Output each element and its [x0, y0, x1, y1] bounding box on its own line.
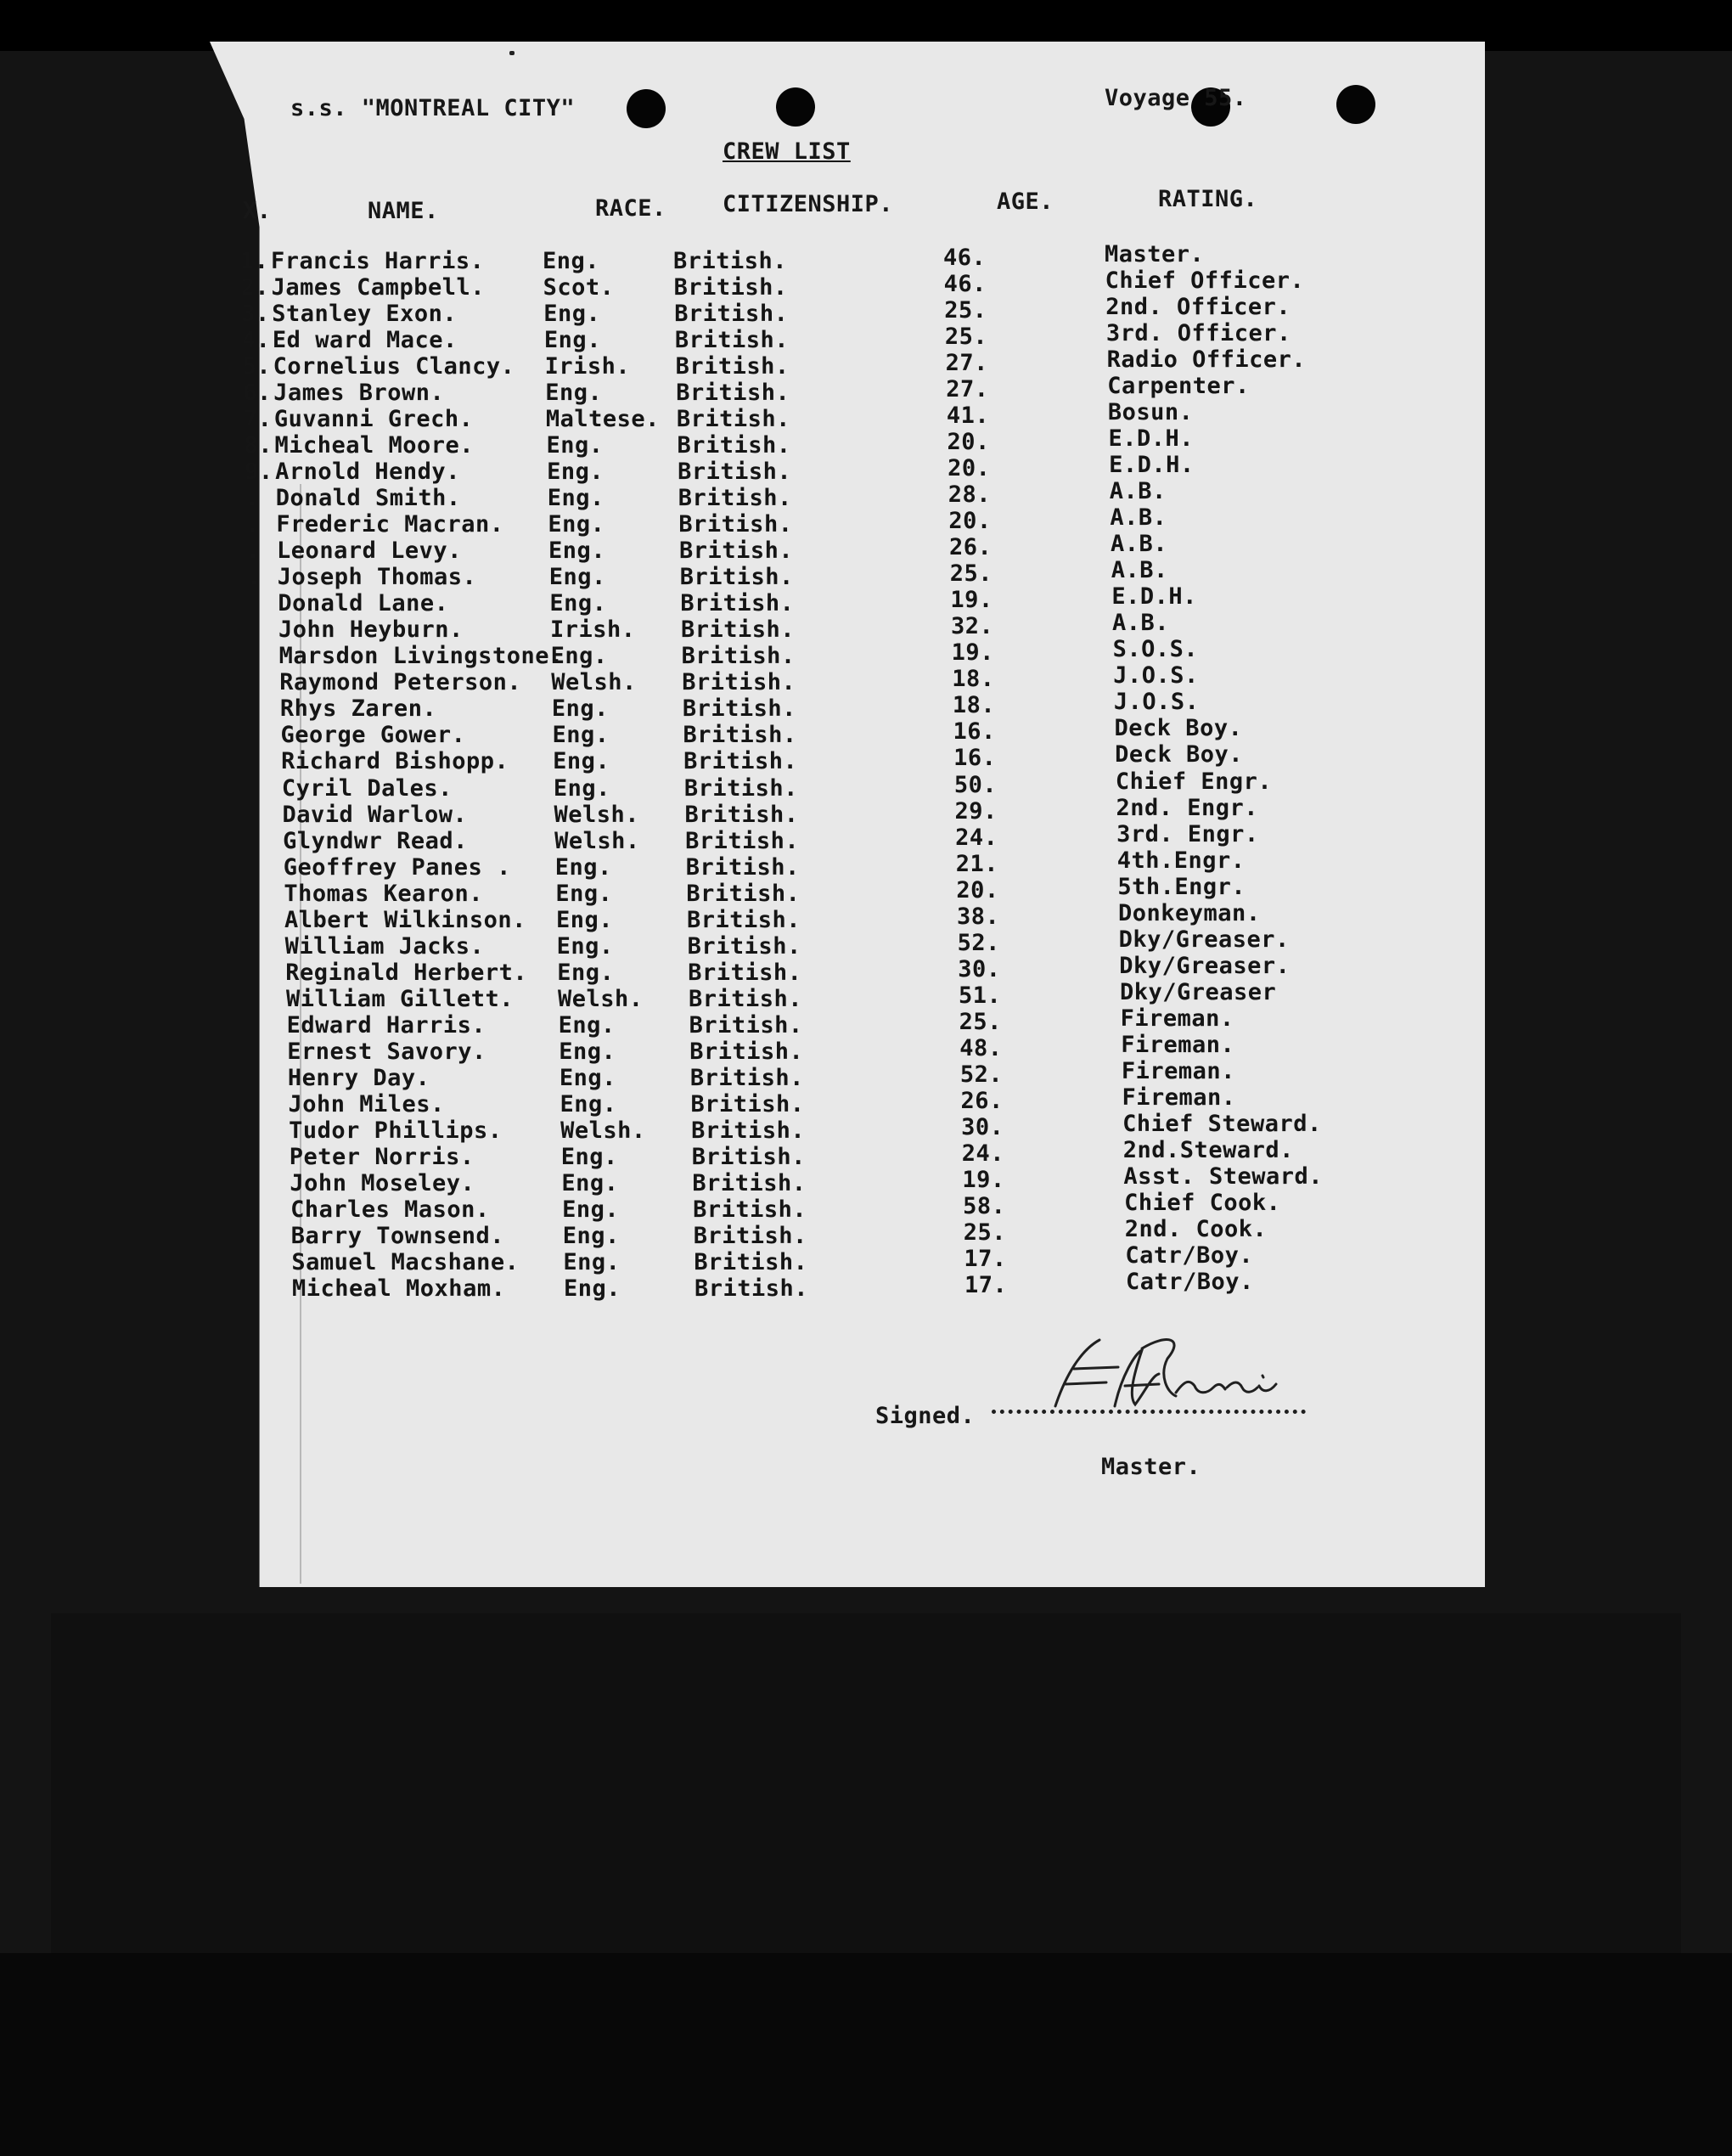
crew-name: George Gower.: [280, 722, 466, 749]
crew-citizenship: British.: [673, 248, 788, 274]
crew-race: Eng.: [564, 1275, 621, 1302]
crew-name: Peter Norris.: [289, 1143, 475, 1170]
crew-age: 41.: [946, 402, 990, 430]
crew-rating: 4th.Engr.: [1116, 847, 1246, 874]
crew-citizenship: British.: [685, 853, 800, 881]
crew-citizenship: British.: [680, 616, 796, 644]
crew-rating: Chief Engr.: [1115, 768, 1273, 795]
crew-name: Micheal Moxham.: [292, 1275, 506, 1302]
crew-citizenship: British.: [687, 932, 801, 960]
crew-name: Rhys Zaren.: [279, 695, 437, 723]
crew-name: Micheal Moore.: [274, 432, 475, 459]
crew-rating: Fireman.: [1121, 1057, 1235, 1084]
crew-rating: Dky/Greaser: [1119, 978, 1277, 1005]
crew-race: Eng.: [548, 511, 605, 538]
crew-name: William Gillett.: [285, 985, 515, 1012]
crew-citizenship: British.: [678, 511, 793, 538]
crew-citizenship: British.: [678, 459, 792, 486]
crew-name: John Heyburn.: [278, 616, 464, 644]
crew-citizenship: British.: [676, 406, 790, 433]
crew-name: Tudor Phillips.: [289, 1117, 503, 1144]
row-number: 9.: [245, 459, 273, 486]
crew-citizenship: British.: [683, 748, 798, 775]
crew-rating: 3rd. Officer.: [1105, 320, 1291, 347]
crew-rating: A.B.: [1110, 504, 1167, 532]
crew-citizenship: British.: [673, 274, 788, 301]
crew-citizenship: British.: [685, 827, 800, 854]
crew-rating: Donkeyman.: [1118, 899, 1261, 926]
crew-citizenship: British.: [680, 590, 795, 617]
crew-citizenship: British.: [682, 669, 796, 696]
crew-age: 51.: [958, 982, 1002, 1009]
crew-race: Eng.: [552, 722, 610, 749]
row-number: 7.: [243, 406, 273, 433]
crew-rating: Deck Boy.: [1114, 715, 1243, 742]
crew-rating: Chief Officer.: [1105, 267, 1305, 295]
crew-name: Arnold Hendy.: [275, 459, 460, 486]
crew-race: Welsh.: [551, 669, 637, 696]
crew-age: 27.: [946, 376, 989, 403]
crew-citizenship: British.: [691, 1117, 806, 1144]
crew-citizenship: British.: [693, 1196, 807, 1223]
crew-citizenship: British.: [687, 906, 801, 933]
crew-age: 18.: [952, 692, 996, 719]
crew-rating: Master.: [1105, 241, 1205, 267]
crew-rating: 5th.Engr.: [1117, 873, 1246, 900]
crew-race: Welsh.: [560, 1117, 646, 1144]
row-number: 6.: [243, 380, 272, 407]
crew-name: Donald Lane.: [278, 590, 449, 617]
crew-rating: Asst. Steward.: [1123, 1162, 1323, 1190]
crew-race: Eng.: [563, 1248, 621, 1275]
crew-rating: E.D.H.: [1108, 425, 1195, 453]
crew-rating: A.B.: [1111, 557, 1168, 584]
signed-label: Signed.: [875, 1403, 976, 1429]
crew-citizenship: British.: [691, 1143, 806, 1170]
crew-age: 29.: [954, 797, 998, 825]
crew-rating: Dky/Greaser.: [1119, 952, 1291, 979]
crew-name: Donald Smith.: [275, 485, 461, 512]
crew-race: Eng.: [547, 459, 605, 486]
document-title: CREW LIST: [723, 138, 851, 165]
crew-race: Eng.: [548, 564, 606, 591]
crew-age: 19.: [962, 1166, 1005, 1193]
crew-age: 25.: [944, 297, 987, 324]
crew-age: 16.: [953, 718, 996, 746]
crew-citizenship: British.: [681, 643, 796, 670]
crew-age: 50.: [953, 771, 998, 798]
crew-age: 58.: [963, 1192, 1006, 1219]
crew-name: Cornelius Clancy.: [273, 353, 515, 380]
crew-race: Eng.: [561, 1169, 619, 1196]
column-header-citizenship: CITIZENSHIP.: [723, 191, 894, 217]
row-number: 5.: [242, 353, 272, 380]
crew-age: 21.: [955, 850, 999, 877]
crew-rating: 2nd. Engr.: [1116, 794, 1259, 821]
punch-hole-4: [1336, 85, 1375, 124]
crew-rating: 3rd. Engr.: [1116, 820, 1259, 847]
crew-citizenship: British.: [689, 1038, 804, 1065]
crew-race: Welsh.: [557, 985, 644, 1012]
crew-race: Eng.: [559, 1038, 616, 1065]
row-number: .: [245, 511, 261, 538]
crew-name: James Campbell.: [271, 274, 485, 301]
crew-citizenship: British.: [690, 1090, 805, 1117]
column-header-rating: RATING.: [1158, 186, 1258, 212]
crew-rating: 2nd. Officer.: [1105, 294, 1291, 321]
crew-race: Eng.: [562, 1196, 620, 1223]
crew-race: Eng.: [556, 932, 614, 960]
row-number: 4.: [241, 327, 271, 354]
crew-race: Eng.: [548, 538, 606, 565]
crew-age: 46.: [943, 271, 987, 298]
row-number: .: [246, 564, 261, 591]
crew-age: 26.: [960, 1087, 1004, 1114]
crew-rating: S.O.S.: [1112, 636, 1199, 663]
crew-name: John Moseley.: [290, 1169, 475, 1196]
crew-name: James Brown.: [273, 380, 445, 407]
column-header-race: RACE.: [595, 195, 666, 222]
crew-race: Eng.: [546, 432, 604, 459]
crew-citizenship: British.: [694, 1248, 808, 1275]
crew-name: Ed ward Mace.: [272, 327, 458, 354]
film-border-bottom: [0, 1953, 1732, 2156]
crew-name: Edward Harris.: [286, 1011, 486, 1039]
crew-rating: Dky/Greaser.: [1118, 926, 1290, 953]
crew-age: 25.: [944, 324, 988, 351]
crew-citizenship: British.: [686, 880, 801, 907]
crew-race: Maltese.: [545, 406, 660, 433]
row-number: 8.: [244, 432, 273, 459]
crew-age: 25.: [949, 560, 993, 588]
crew-citizenship: British.: [674, 327, 789, 354]
crew-rating: A.B.: [1111, 610, 1169, 637]
crew-age: 38.: [957, 903, 1000, 930]
crew-name: Thomas Kearon.: [284, 880, 483, 907]
crew-citizenship: British.: [689, 1011, 803, 1039]
crew-name: Raymond Peterson.: [279, 669, 522, 696]
film-background: [51, 1613, 1681, 1953]
crew-age: 48.: [959, 1034, 1003, 1061]
column-header-name: NAME.: [368, 198, 439, 224]
crew-name: Reginald Herbert.: [285, 959, 528, 986]
row-number: 1.: [240, 248, 269, 274]
crew-rating: 2nd.Steward.: [1122, 1136, 1294, 1163]
crew-race: Scot.: [543, 274, 615, 301]
crew-race: Eng.: [560, 1143, 618, 1170]
crew-name: Leonard Levy.: [277, 538, 462, 565]
crew-race: Eng.: [553, 748, 610, 775]
crew-age: 25.: [959, 1008, 1002, 1035]
crew-age: 30.: [958, 955, 1001, 982]
column-header-age: AGE.: [997, 189, 1054, 215]
crew-name: Glyndwr Read.: [283, 827, 468, 854]
crew-citizenship: British.: [692, 1169, 807, 1196]
crew-name: Frederic Macran.: [276, 511, 504, 538]
punch-hole-2: [776, 87, 815, 127]
crew-rating: Fireman.: [1120, 1005, 1234, 1032]
crew-name: Barry Townsend.: [290, 1222, 505, 1249]
crew-citizenship: British.: [675, 353, 790, 380]
crew-race: Irish.: [544, 353, 631, 380]
crew-name: Albert Wilkinson.: [284, 906, 526, 933]
crew-rating: E.D.H.: [1111, 583, 1197, 611]
crew-race: Eng.: [560, 1090, 617, 1117]
crew-race: Eng.: [549, 590, 607, 617]
crew-name: Samuel Macshane.: [291, 1248, 520, 1275]
crew-age: 20.: [948, 455, 991, 482]
column-header-no: X.: [243, 198, 272, 224]
crew-citizenship: British.: [676, 380, 790, 407]
crew-race: Eng.: [543, 248, 600, 274]
crew-citizenship: British.: [683, 774, 798, 802]
crew-name: William Jacks.: [284, 932, 485, 960]
crew-rating: Catr/Boy.: [1126, 1269, 1254, 1295]
crew-rating: Radio Officer.: [1106, 346, 1307, 374]
crew-race: Eng.: [558, 1011, 616, 1039]
crew-citizenship: British.: [688, 985, 802, 1012]
crew-race: Eng.: [559, 1064, 616, 1091]
crew-name: David Warlow.: [282, 801, 468, 828]
voyage-number: Voyage 55.: [1105, 85, 1247, 111]
crew-age: 19.: [950, 587, 993, 614]
crew-age: 20.: [948, 508, 992, 535]
crew-race: Eng.: [557, 959, 615, 986]
crew-age: 27.: [945, 350, 988, 377]
crew-age: 17.: [964, 1245, 1007, 1272]
ink-speck: [509, 51, 515, 55]
crew-name: Francis Harris.: [271, 248, 485, 274]
crew-age: 46.: [943, 245, 987, 271]
crew-age: 24.: [955, 824, 998, 851]
crew-name: Stanley Exon.: [272, 301, 458, 328]
crew-race: Eng.: [550, 643, 608, 670]
crew-name: Cyril Dales.: [281, 774, 453, 802]
crew-citizenship: British.: [684, 801, 799, 828]
crew-age: 24.: [961, 1140, 1005, 1167]
crew-race: Eng.: [545, 380, 603, 407]
crew-rating: J.O.S.: [1113, 689, 1200, 716]
crew-rating: Fireman.: [1121, 1031, 1235, 1058]
crew-race: Irish.: [549, 616, 636, 644]
punch-hole-1: [627, 89, 666, 128]
crew-age: 19.: [951, 639, 994, 667]
crew-race: Eng.: [556, 906, 614, 933]
crew-age: 20.: [947, 429, 990, 456]
row-number: .: [246, 538, 261, 565]
crew-race: Welsh.: [554, 827, 640, 854]
crew-name: Charles Mason.: [290, 1196, 490, 1223]
crew-race: Eng.: [553, 774, 610, 802]
crew-race: Eng.: [547, 485, 605, 512]
crew-age: 17.: [964, 1272, 1008, 1298]
crew-rating: Bosun.: [1107, 399, 1194, 426]
crew-name: Richard Bishopp.: [281, 748, 509, 775]
crew-race: Eng.: [543, 327, 601, 354]
crew-age: 52.: [957, 929, 1000, 956]
crew-race: Eng.: [562, 1222, 620, 1249]
crew-race: Eng.: [543, 301, 601, 328]
crew-age: 26.: [949, 534, 993, 561]
crew-rating: E.D.H.: [1109, 452, 1195, 479]
ship-name: s.s. "MONTREAL CITY": [290, 95, 576, 121]
crew-rating: Chief Steward.: [1122, 1110, 1322, 1137]
crew-rating: Carpenter.: [1107, 373, 1250, 400]
crew-citizenship: British.: [689, 1064, 804, 1091]
crew-citizenship: British.: [694, 1275, 809, 1302]
row-number: 2.: [240, 274, 270, 301]
crew-age: 20.: [956, 876, 999, 903]
crew-name: Guvanni Grech.: [273, 406, 474, 433]
crew-citizenship: British.: [674, 301, 789, 328]
crew-citizenship: British.: [677, 432, 791, 459]
crew-age: 18.: [952, 666, 995, 693]
crew-citizenship: British.: [688, 959, 802, 986]
crew-citizenship: British.: [682, 695, 796, 723]
crew-age: 30.: [961, 1113, 1004, 1140]
crew-rating: A.B.: [1109, 478, 1167, 505]
crew-name: Joseph Thomas.: [277, 564, 477, 591]
crew-rating: A.B.: [1111, 531, 1168, 558]
crew-rating: Deck Boy.: [1115, 741, 1243, 768]
crew-rating: Fireman.: [1122, 1084, 1236, 1111]
crew-rating: Chief Cook.: [1124, 1189, 1281, 1216]
crew-race: Welsh.: [554, 801, 639, 828]
signatory-role: Master.: [1101, 1454, 1201, 1480]
crew-name: Geoffrey Panes .: [283, 853, 511, 881]
crew-name: Ernest Savory.: [287, 1038, 486, 1065]
crew-name: John Miles.: [288, 1090, 445, 1117]
crew-citizenship: British.: [693, 1222, 807, 1249]
crew-age: 28.: [948, 481, 992, 509]
crew-citizenship: British.: [679, 538, 794, 565]
crew-age: 32.: [950, 613, 994, 640]
crew-race: Eng.: [554, 853, 612, 881]
crew-race: Eng.: [555, 880, 613, 907]
crew-citizenship: British.: [678, 485, 792, 512]
crew-age: 52.: [959, 1061, 1004, 1088]
crew-citizenship: British.: [679, 564, 794, 591]
crew-name: Marsdon Livingstone.: [278, 643, 564, 670]
crew-rating: 2nd. Cook.: [1124, 1215, 1268, 1242]
crew-rating: Catr/Boy.: [1125, 1241, 1254, 1269]
crew-age: 25.: [963, 1219, 1006, 1246]
crew-rating: J.O.S.: [1113, 662, 1199, 690]
signature-dotted-line: [992, 1406, 1306, 1414]
crew-age: 16.: [953, 745, 997, 772]
row-number: 3.: [241, 301, 270, 328]
crew-citizenship: British.: [683, 722, 797, 749]
row-number: .: [245, 485, 260, 512]
crew-race: Eng.: [551, 695, 609, 723]
crew-name: Henry Day.: [287, 1064, 430, 1091]
